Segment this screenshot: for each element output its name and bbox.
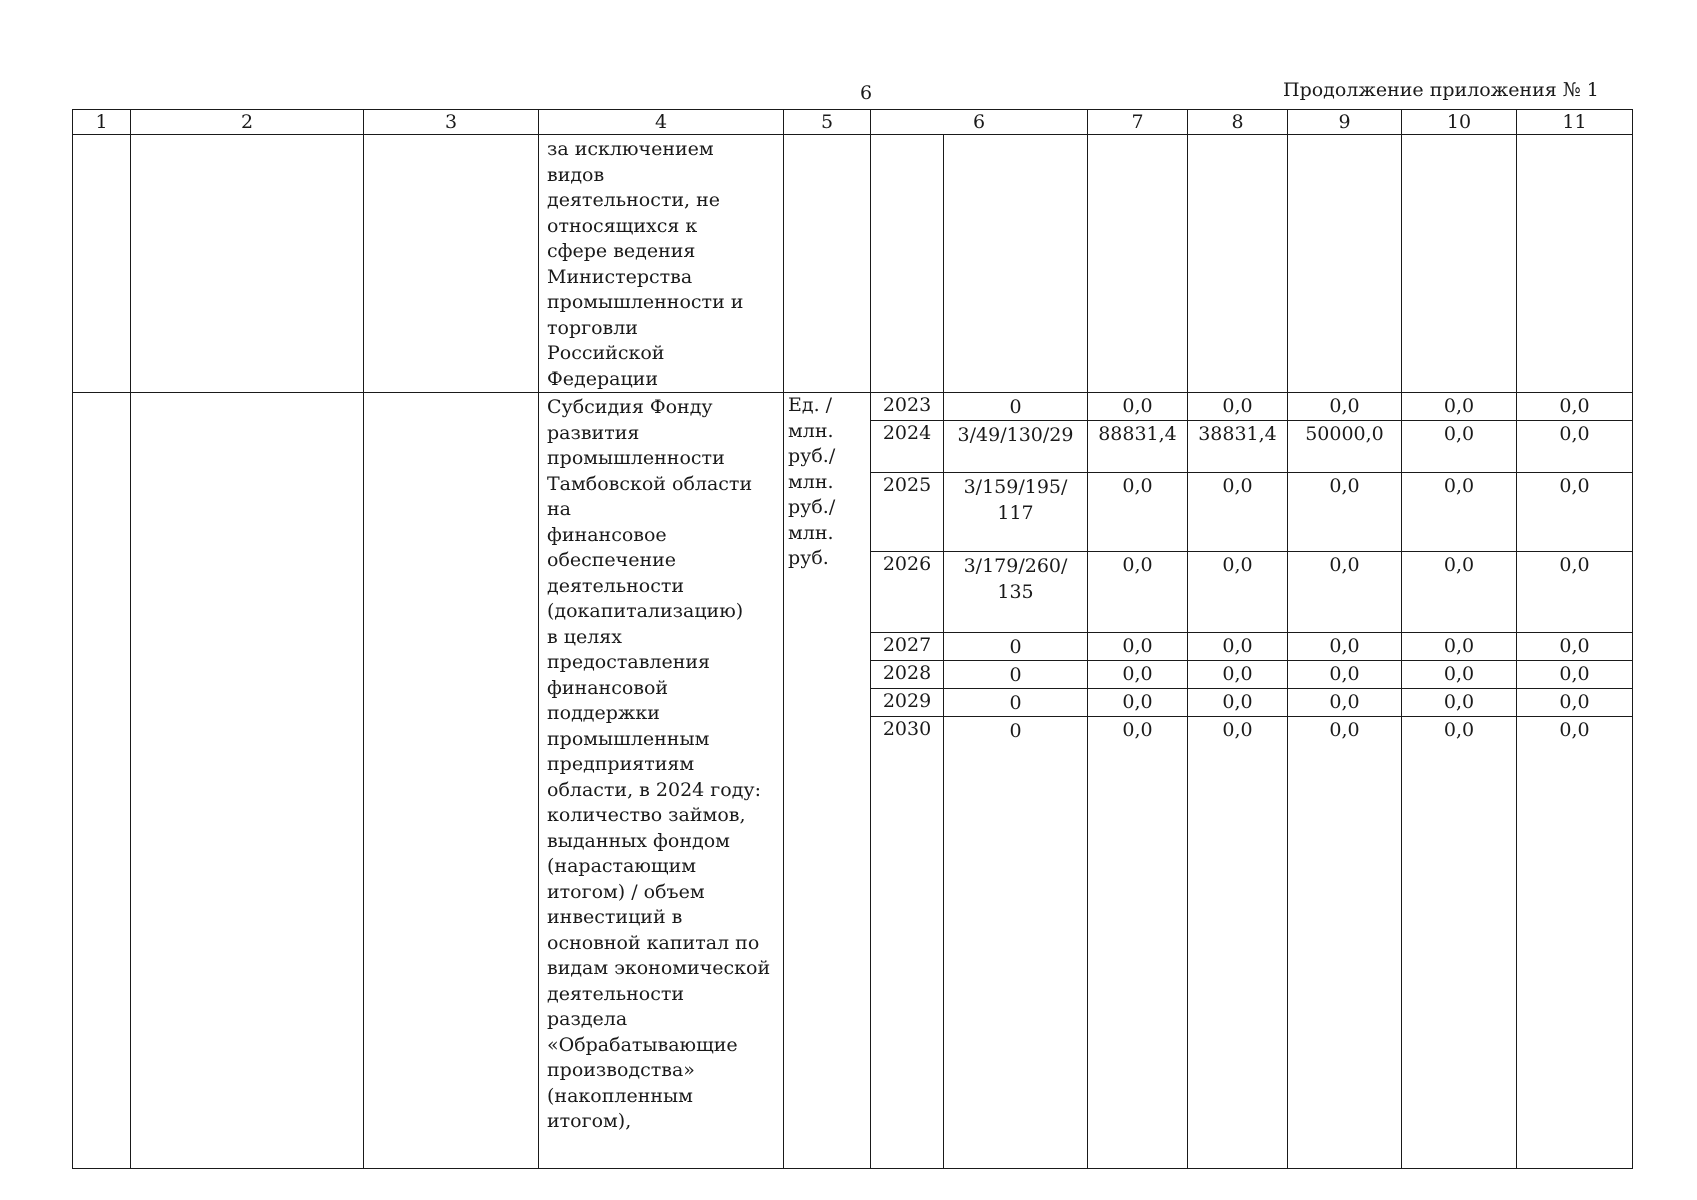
text-line: Ед. / (788, 394, 833, 416)
text-line: Министерства (547, 265, 693, 288)
indicator-cell: 0 (944, 689, 1088, 717)
column-number: 10 (1402, 110, 1517, 135)
continued-description-cell (539, 135, 784, 393)
value-cell: 0,0 (1188, 473, 1288, 552)
value-cell: 0,0 (1402, 661, 1517, 689)
text-line: деятельности (547, 982, 685, 1005)
value-cell: 0,0 (1517, 552, 1633, 633)
indicator-cell: 0 (944, 633, 1088, 661)
text-line: развития (547, 421, 640, 444)
cell-empty (784, 135, 871, 393)
cell-empty (73, 135, 131, 393)
text-line: производства» (547, 1059, 695, 1081)
value-cell: 0,0 (1402, 421, 1517, 473)
text-line: руб./ (788, 445, 836, 467)
text-line: руб. (788, 547, 829, 569)
text-line: выданных фондом (547, 829, 730, 852)
cell-empty (1188, 135, 1288, 393)
text-line: предприятиям (547, 753, 695, 775)
value-cell: 0,0 (1288, 689, 1402, 717)
value-cell: 0,0 (1188, 552, 1288, 633)
column-number: 1 (73, 110, 131, 135)
value-cell: 0,0 (1188, 393, 1288, 421)
cell-empty (73, 393, 131, 1169)
column-number: 2 (131, 110, 364, 135)
value-cell: 88831,4 (1088, 421, 1188, 473)
indicator-cell: 0 (944, 661, 1088, 689)
column-number: 9 (1288, 110, 1402, 135)
year-cell: 2028 (871, 661, 944, 689)
text-line: деятельности (547, 574, 685, 597)
indicator-cell: 3/49/130/29 (944, 421, 1088, 473)
value-cell: 0,0 (1402, 552, 1517, 633)
year-cell: 2024 (871, 421, 944, 473)
value-cell: 0,0 (1517, 421, 1633, 473)
value-cell: 0,0 (1288, 393, 1402, 421)
value-cell: 0,0 (1402, 393, 1517, 421)
value-cell: 0,0 (1088, 717, 1188, 1169)
indicator-cell: 0 (944, 393, 1088, 421)
year-cell: 2025 (871, 473, 944, 552)
column-number-row (73, 110, 1633, 135)
value-cell: 50000,0 (1288, 421, 1402, 473)
year-cell: 2026 (871, 552, 944, 633)
text-line: относящихся к (547, 214, 698, 237)
text-line: торговли (547, 316, 638, 339)
cell-empty (944, 135, 1088, 393)
value-cell: 0,0 (1188, 633, 1288, 661)
value-cell: 0,0 (1088, 689, 1188, 717)
text-line: промышленным (547, 727, 710, 750)
text-line: видам экономической (547, 957, 771, 979)
column-number: 4 (539, 110, 784, 135)
text-line: итогом) / объем (547, 880, 705, 903)
value-cell: 0,0 (1288, 633, 1402, 661)
text-line: промышленности (547, 447, 725, 469)
cell-empty (1088, 135, 1188, 393)
text-line: руб./ (788, 496, 836, 518)
indicator-cell: 3/159/195/ 117 (944, 473, 1088, 552)
value-cell: 0,0 (1517, 393, 1633, 421)
cell-empty (871, 135, 944, 393)
text-line: поддержки (547, 702, 660, 724)
text-line: (докапитализацию) (547, 600, 744, 622)
value-cell: 0,0 (1517, 661, 1633, 689)
value-cell: 0,0 (1288, 552, 1402, 633)
unit-cell (784, 393, 871, 1169)
cell-empty (364, 135, 539, 393)
year-cell: 2029 (871, 689, 944, 717)
year-row (73, 393, 1633, 421)
value-cell: 0,0 (1188, 661, 1288, 689)
text-line: предоставления (547, 651, 711, 673)
continuation-note: Продолжение приложения № 1 (1283, 79, 1599, 101)
value-cell: 0,0 (1088, 473, 1188, 552)
value-cell: 0,0 (1402, 689, 1517, 717)
cell-empty (364, 393, 539, 1169)
text-line: (нарастающим (547, 855, 697, 877)
indicator-cell: 3/179/260/ 135 (944, 552, 1088, 633)
year-cell: 2023 (871, 393, 944, 421)
indicator-cell: 0 (944, 717, 1088, 1169)
text-line: раздела (547, 1008, 628, 1030)
text-line: Российской Федерации (547, 342, 665, 390)
text-line: Субсидия Фонду (547, 396, 713, 418)
text-line: «Обрабатывающие (547, 1033, 738, 1056)
value-cell: 0,0 (1517, 473, 1633, 552)
value-cell: 38831,4 (1188, 421, 1288, 473)
value-cell: 0,0 (1288, 661, 1402, 689)
column-number: 5 (784, 110, 871, 135)
cell-empty (1517, 135, 1633, 393)
text-line: основной капитал по (547, 931, 760, 954)
column-number: 11 (1517, 110, 1633, 135)
value-cell: 0,0 (1188, 689, 1288, 717)
value-cell: 0,0 (1188, 717, 1288, 1169)
value-cell: 0,0 (1517, 689, 1633, 717)
text-line: млн. (788, 521, 834, 544)
text-line: деятельности, не (547, 189, 721, 211)
value-cell: 0,0 (1288, 473, 1402, 552)
text-line: в целях (547, 625, 622, 648)
year-cell: 2027 (871, 633, 944, 661)
text-line: за исключением видов (547, 138, 714, 186)
value-cell: 0,0 (1402, 717, 1517, 1169)
value-cell: 0,0 (1088, 661, 1188, 689)
text-line: финансовой (547, 676, 669, 699)
text-line: (накопленным итогом), (547, 1084, 693, 1132)
text-line: инвестиций в (547, 906, 683, 928)
cell-empty (1288, 135, 1402, 393)
value-cell: 0,0 (1288, 717, 1402, 1169)
page-number: 6 (860, 82, 873, 104)
column-number: 7 (1088, 110, 1188, 135)
value-cell: 0,0 (1517, 717, 1633, 1169)
value-cell: 0,0 (1088, 393, 1188, 421)
text-line: обеспечение (547, 549, 677, 571)
text-line: Тамбовской области на (547, 472, 753, 520)
cell-empty (131, 393, 364, 1169)
continued-row (73, 135, 1633, 393)
text-line: финансовое (547, 523, 667, 546)
value-cell: 0,0 (1088, 552, 1188, 633)
value-cell: 0,0 (1088, 633, 1188, 661)
year-cell: 2030 (871, 717, 944, 1169)
column-number: 8 (1188, 110, 1288, 135)
text-line: сфере ведения (547, 240, 696, 262)
text-line: количество займов, (547, 804, 746, 826)
value-cell: 0,0 (1517, 633, 1633, 661)
cell-empty (131, 135, 364, 393)
value-cell: 0,0 (1402, 633, 1517, 661)
text-line: промышленности и (547, 291, 744, 313)
appendix-table (72, 109, 1633, 1169)
column-number: 3 (364, 110, 539, 135)
cell-empty (1402, 135, 1517, 393)
text-line: млн. (788, 419, 834, 442)
column-number: 6 (871, 110, 1088, 135)
subsidy-description-cell (539, 393, 784, 1169)
value-cell: 0,0 (1402, 473, 1517, 552)
text-line: млн. (788, 470, 834, 493)
text-line: области, в 2024 году: (547, 778, 761, 801)
